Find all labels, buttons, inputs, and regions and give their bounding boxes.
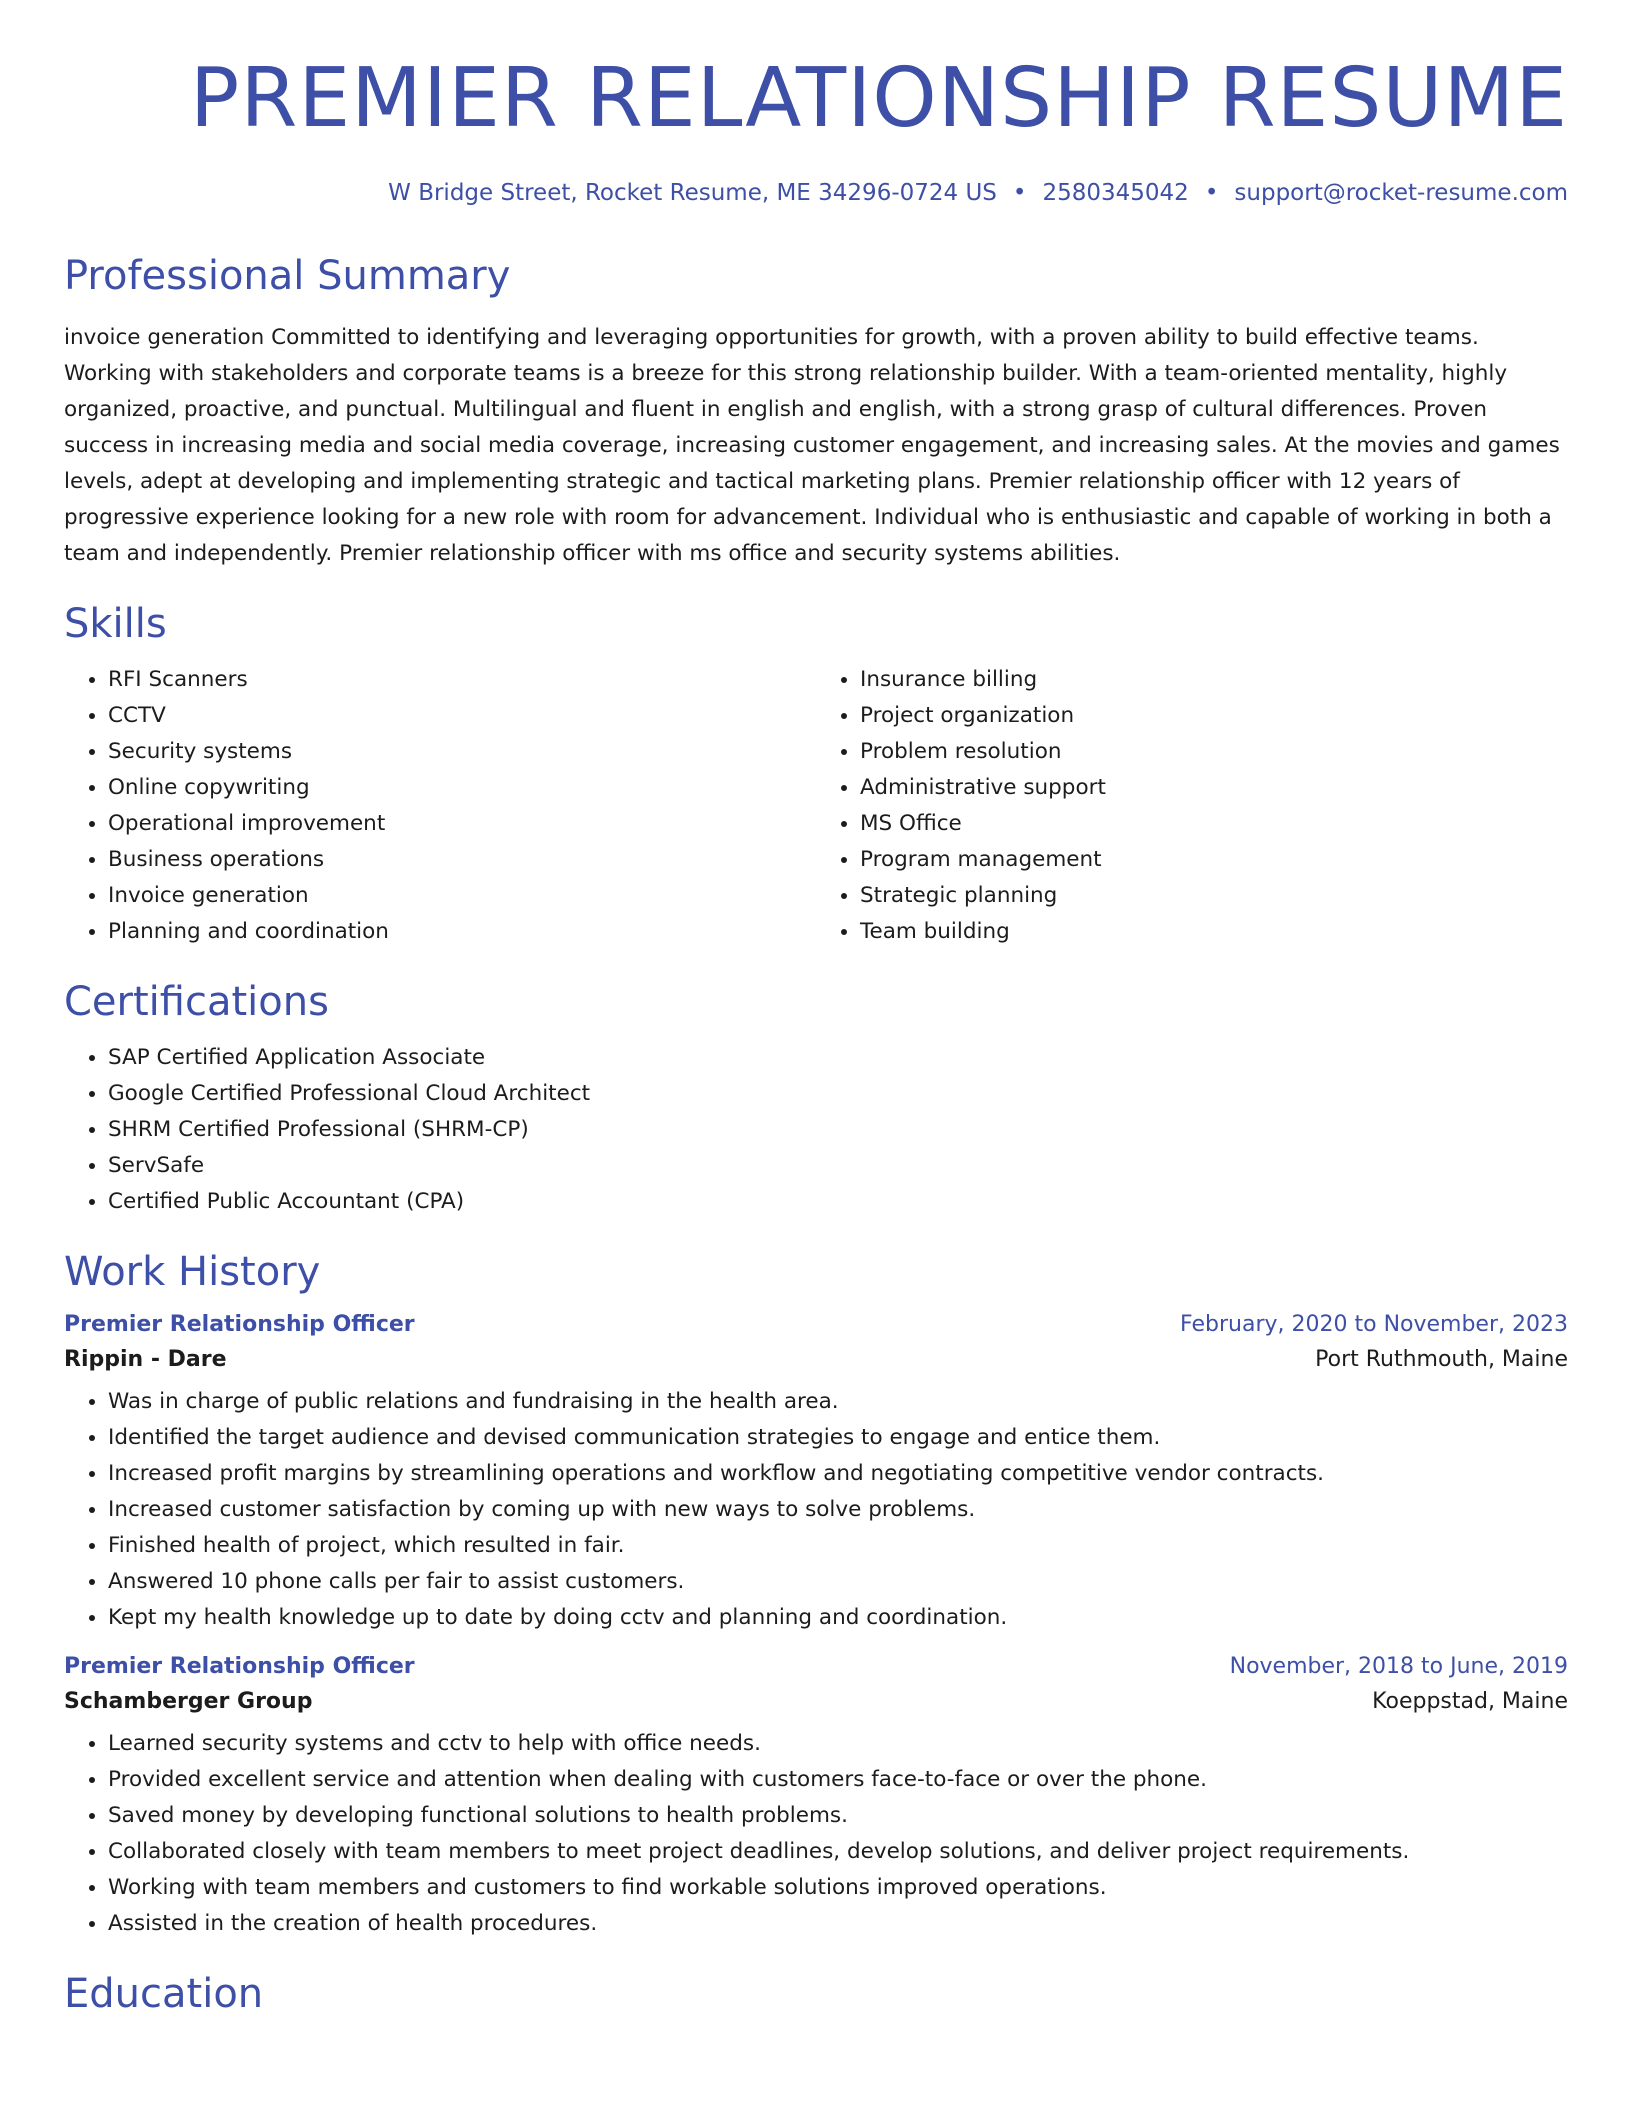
- skill-item: • Online copywriting: [108, 770, 816, 806]
- job-bullet: • Was in charge of public relations and fundraising in the health area.: [108, 1384, 1568, 1420]
- job-title: Premier Relationship Officer: [64, 1312, 415, 1338]
- job-location: Port Ruthmouth, Maine: [1315, 1347, 1568, 1373]
- certification-item: • SAP Certified Application Associate: [108, 1040, 1568, 1076]
- job-title: Premier Relationship Officer: [64, 1654, 415, 1680]
- resume-title: PREMIER RELATIONSHIP RESUME: [189, 51, 1568, 146]
- job-bullet: • Provided excellent service and attention when dealing with customers face-to-face or over the phone.: [108, 1762, 1568, 1798]
- skill-item: • Administrative support: [860, 770, 1568, 806]
- skill-item: • Operational improvement: [108, 806, 816, 842]
- skill-item: • Program management: [860, 842, 1568, 878]
- job-entry: [64, 1312, 1568, 1636]
- certification-item: • Certified Public Accountant (CPA): [108, 1184, 1568, 1220]
- skill-item: • Planning and coordination: [108, 914, 816, 950]
- skill-item: • Team building: [860, 914, 1568, 950]
- skill-item: • MS Office: [860, 806, 1568, 842]
- job-bullet: • Kept my health knowledge up to date by doing cctv and planning and coordination.: [108, 1600, 1568, 1636]
- skill-item: • Project organization: [860, 698, 1568, 734]
- skills-heading: Skills: [64, 601, 167, 648]
- job-bullet: • Assisted in the creation of health procedures.: [108, 1906, 1568, 1942]
- resume-page: [64, 0, 1568, 2018]
- job-location: Koeppstad, Maine: [1372, 1689, 1568, 1715]
- contact-line: [64, 180, 1568, 206]
- job-dates: November, 2018 to June, 2019: [1229, 1654, 1568, 1680]
- skill-item: • CCTV: [108, 698, 816, 734]
- skill-item: • Security systems: [108, 734, 816, 770]
- job-bullet: • Increased profit margins by streamlining operations and workflow and negotiating competitive vendor contracts.: [108, 1456, 1568, 1492]
- job-bullet: • Collaborated closely with team members to meet project deadlines, develop solutions, and deliver project requirements.: [108, 1834, 1568, 1870]
- work-history-heading: Work History: [64, 1249, 321, 1296]
- contact-separator: •: [1012, 180, 1027, 207]
- job-company: Schamberger Group: [64, 1689, 313, 1715]
- skills-list-right: [816, 662, 1568, 950]
- job-company: Rippin - Dare: [64, 1347, 227, 1373]
- skill-item: • Invoice generation: [108, 878, 816, 914]
- certification-item: • SHRM Certified Professional (SHRM-CP): [108, 1112, 1568, 1148]
- skill-item: • RFI Scanners: [108, 662, 816, 698]
- job-bullet: • Finished health of project, which resulted in fair.: [108, 1528, 1568, 1564]
- certification-item: • ServSafe: [108, 1148, 1568, 1184]
- contact-email: support@rocket-resume.com: [1234, 180, 1568, 207]
- job-bullet: • Identified the target audience and devised communication strategies to engage and entice them.: [108, 1420, 1568, 1456]
- certifications-list: [64, 1040, 1568, 1220]
- job-header: [64, 1654, 1568, 1679]
- job-bullet: • Learned security systems and cctv to help with office needs.: [108, 1726, 1568, 1762]
- skill-item: • Business operations: [108, 842, 816, 878]
- summary-text: invoice generation Committed to identifying and leveraging opportunities for growth, with a proven ability to build effective teams. Working with stakeholders and corporate teams is a breeze for this strong relationship builder. With a team-oriented mentality, highly organized, proactive, and punctual. Multilingual and fluent in english and english, with a strong grasp of cultural differences. Proven success in increasing media and social media coverage, increasing customer engagement, and increasing sales. At the movies and games levels, adept at developing and implementing strategic and tactical marketing plans. Premier relationship officer with 12 years of progressive experience looking for a new role with room for advancement. Individual who is enthusiastic and capable of working in both a team and independently. Premier relationship officer with ms office and security systems abilities.: [64, 325, 1560, 567]
- contact-separator: •: [1204, 180, 1219, 207]
- contact-address: W Bridge Street, Rocket Resume, ME 34296-0724 US: [388, 180, 997, 207]
- job-subheader: [64, 1689, 1568, 1714]
- job-header: [64, 1312, 1568, 1337]
- job-bullet: • Working with team members and customers to find workable solutions improved operations.: [108, 1870, 1568, 1906]
- job-bullet: • Answered 10 phone calls per fair to assist customers.: [108, 1564, 1568, 1600]
- job-bullet: • Saved money by developing functional solutions to health problems.: [108, 1798, 1568, 1834]
- job-subheader: [64, 1347, 1568, 1372]
- certifications-heading: Certifications: [64, 979, 329, 1026]
- certification-item: • Google Certified Professional Cloud Architect: [108, 1076, 1568, 1112]
- job-bullets: [64, 1726, 1568, 1942]
- job-bullets: [64, 1384, 1568, 1636]
- skills-list-left: [64, 662, 816, 950]
- skill-item: • Strategic planning: [860, 878, 1568, 914]
- job-entry: [64, 1654, 1568, 1942]
- skill-item: • Insurance billing: [860, 662, 1568, 698]
- job-dates: February, 2020 to November, 2023: [1180, 1312, 1568, 1338]
- summary-heading: Professional Summary: [64, 253, 511, 300]
- work-history-list: [64, 1312, 1568, 1942]
- education-heading: Education: [64, 1971, 264, 2018]
- skill-item: • Problem resolution: [860, 734, 1568, 770]
- contact-phone: 2580345042: [1042, 180, 1189, 207]
- job-bullet: • Increased customer satisfaction by coming up with new ways to solve problems.: [108, 1492, 1568, 1528]
- skills-columns: [64, 648, 1568, 950]
